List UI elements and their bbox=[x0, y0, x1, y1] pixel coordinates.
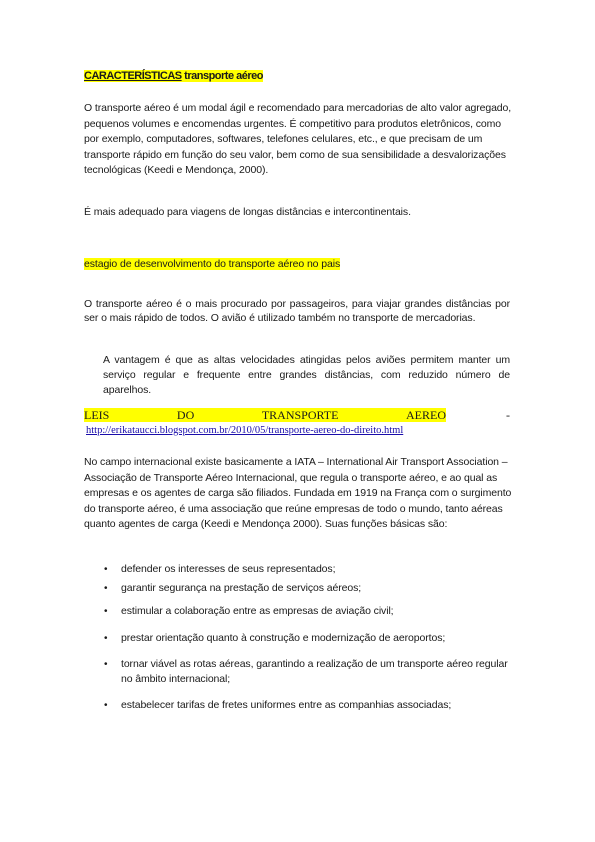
laws-dash: - bbox=[506, 408, 510, 422]
list-item: • garantir segurança na prestação de serviços aéreos; bbox=[104, 582, 362, 594]
laws-word-transporte: TRANSPORTE bbox=[261, 408, 339, 422]
bullet-icon: • bbox=[104, 633, 108, 644]
laws-heading-highlight bbox=[84, 408, 446, 422]
section-heading-characteristics bbox=[84, 70, 263, 82]
laws-heading-row bbox=[84, 408, 510, 422]
bullet-icon: • bbox=[104, 606, 108, 617]
bullet-icon: • bbox=[104, 659, 108, 670]
paragraph-long-distances: É mais adequado para viagens de longas distâncias e intercontinentais. bbox=[84, 206, 411, 218]
laws-word-leis: LEIS bbox=[84, 408, 110, 422]
paragraph-passengers: O transporte aéreo é o mais procurado por passageiros, para viajar grandes distâncias por ser o mais rápido de todos. O avião é utilizado também no transporte de mercadorias. bbox=[84, 298, 510, 324]
paragraph-advantage: A vantagem é que as altas velocidades atingidas pelos aviões permitem manter um serviço regular e frequente entre grandes distâncias, com reduzido número de aparelhos. bbox=[103, 354, 510, 396]
list-item: • estabelecer tarifas de fretes uniformes entre as companhias associadas; bbox=[104, 699, 452, 711]
heading-underlined-word: CARACTERÍSTICAS bbox=[84, 70, 182, 82]
section-heading-development-stage: estagio de desenvolvimento do transporte aéreo no pais bbox=[84, 258, 341, 270]
laws-word-aereo: AEREO bbox=[406, 408, 446, 422]
heading-rest: transporte aéreo bbox=[181, 70, 263, 82]
bullet-icon: • bbox=[104, 583, 108, 594]
list-item: • estimular a colaboração entre as empresas de aviação civil; bbox=[104, 605, 394, 617]
paragraph-characteristics: O transporte aéreo é um modal ágil e recomendado para mercadorias de alto valor agregado, pequenos volumes e encomendas urgentes. É competitivo para produtos eletrônicos, como por exemplo, computadores, softwares, telefones celulares, etc., e que precisam de um transporte rápido em função do seu valor, bem como de sua sensibilidade a desvalorizações tecnológicas (Keedi e Mendonça, 2000). bbox=[84, 102, 512, 177]
laws-word-do: DO bbox=[176, 408, 195, 422]
bullet-icon: • bbox=[104, 564, 108, 575]
list-item: • defender os interesses de seus representados; bbox=[104, 563, 336, 575]
paragraph-iata: No campo internacional existe basicamente a IATA – International Air Transport Association – Associação de Transporte Aéreo Internacional, que regula o transporte aéreo, e ao qual as empresas e os agentes de carga são filiados. Fundada em 1919 na França com o surgimento do transporte aéreo, é uma associação que reúne empresas de todo o mundo, tanto aéreas quanto agentes de carga (Keedi e Mendonça 2000). Suas funções básicas são: bbox=[84, 456, 512, 530]
laws-link[interactable]: http://erikataucci.blogspot.com.br/2010/05/transporte-aereo-do-direito.html bbox=[86, 425, 404, 436]
list-item: • prestar orientação quanto à construção e modernização de aeroportos; bbox=[104, 632, 446, 644]
bullet-icon: • bbox=[104, 700, 108, 711]
list-item: • tornar viável as rotas aéreas, garantindo a realização de um transporte aéreo regular no âmbito internacional; bbox=[104, 658, 508, 685]
